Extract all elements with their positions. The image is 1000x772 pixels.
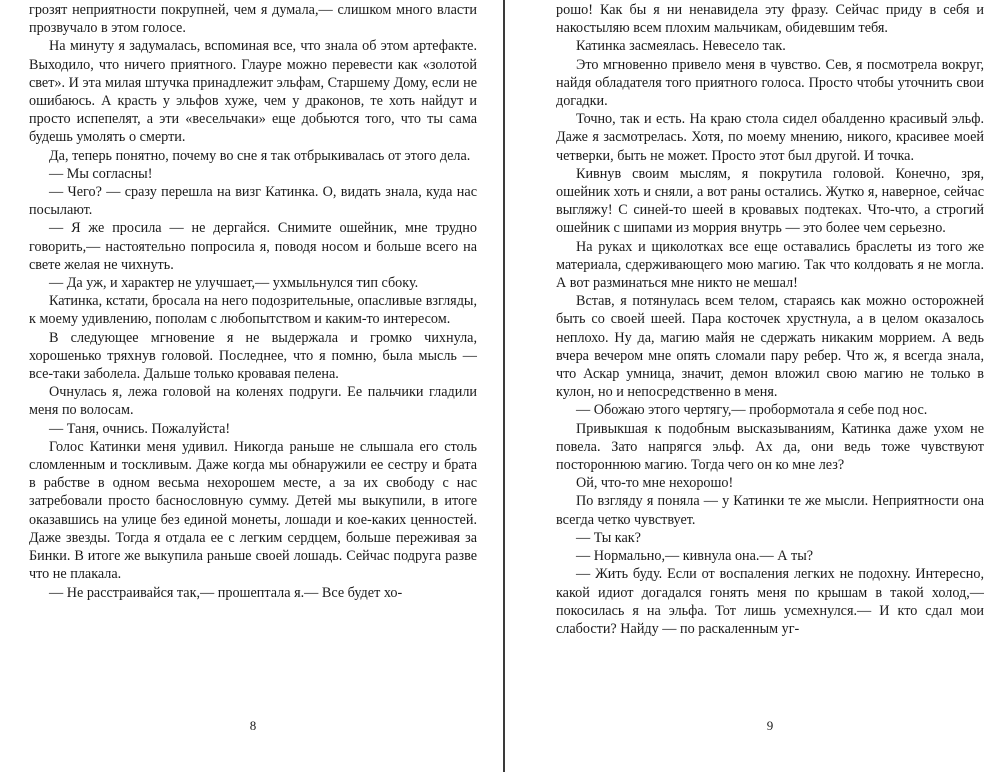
paragraph: Да, теперь понятно, почему во сне я так отбрыкивалась от этого дела.	[49, 147, 471, 164]
paragraph: Ой, что-то мне нехорошо!	[576, 475, 734, 492]
paragraph: На руках и щиколотках все еще оставались браслеты из того же материала, сдерживающего мою магию. Так что колдовать я не могла. А вот разминаться мне никто не мешал!	[556, 238, 984, 292]
paragraph: Очнулась я, лежа головой на коленях подруги. Ее пальчики гладили меня по волосам.	[29, 384, 477, 419]
page-number: 8	[249, 718, 257, 733]
paragraph: Встав, я потянулась всем телом, стараясь как можно осторожней быть со своей шеей. Пара косточек хрустнула, а в целом оказалось неплохо. Ну да, магию майя не сдержать никаким моррием. А ведь вчера вечером мне опять сломали пару ребер. Что ж, я всегда знала, что Аскар умница, значит, демон вложил свою магию не только в кулон, но и непосредственно в меня.	[556, 293, 984, 401]
paragraph: На минуту я задумалась, вспоминая все, что знала об этом артефакте. Выходило, что ничего приятного. Глауре можно перевести как «золотой свет». И эта милая штучка принадлежит эльфам, Старшему Дому, если не ошибаюсь. А красть у эльфов хуже, чем у драконов, те хоть найдут и просто испепелят, а эти «весельчаки» еще добьются того, что ты сама будешь умолять о смерти.	[29, 38, 477, 146]
paragraph: Это мгновенно привело меня в чувство. Сев, я посмотрела вокруг, найдя обладателя того приятного голоса. Просто чтобы уточнить свои догадки.	[556, 56, 984, 110]
paragraph: По взгляду я поняла — у Катинки те же мысли. Неприятности она всегда четко чувствует.	[556, 493, 984, 528]
paragraph: Катинка, кстати, бросала на него подозрительные, опасливые взгляды, к моему удивлению, пополам с любопытством и каким-то интересом.	[29, 293, 477, 328]
left-page-text	[29, 0, 477, 602]
right-page	[556, 0, 984, 733]
paragraph: Кивнув своим мыслям, я покрутила головой. Конечно, зря, ошейник хоть и сняли, а вот раны остались. Жутко я, наверное, сейчас выгляжу! С синей-то шеей в кровавых подтеках. Что-что, а строгий ошейник с шипами из моррия внутрь — это более чем серьезно.	[556, 165, 984, 237]
right-page-text	[556, 0, 984, 638]
paragraph: — Чего? — сразу перешла на визг Катинка. О, видать знала, куда нас посылают.	[29, 184, 477, 219]
paragraph: Катинка засмеялась. Невесело так.	[576, 38, 786, 55]
paragraph: Голос Катинки меня удивил. Никогда раньше не слышала его столь сломленным и тоскливым. Даже когда мы обнаружили ее сестру и брата в рабстве в одном весьма нехорошем месте, а за их свободу с нас затребовали просто баснословную сумму. Детей мы выкупили, в итоге оказавшись на улице без единой монеты, лошади и кое-каких ценностей. Даже звезды. Тогда я отдала ее с легким сердцем, больше переживая за Бинки. В итоге же выкупила раньше своей лошадь. Сейчас подруга разве что не плакала.	[29, 438, 477, 583]
paragraph: В следующее мгновение я не выдержала и громко чихнула, хорошенько тряхнув головой. Последнее, что я помню, была мысль — все-таки заболела. Дальше только кровавая пелена.	[29, 329, 477, 383]
paragraph: — Мы согласны!	[49, 165, 153, 182]
paragraph: — Таня, очнись. Пожалуйста!	[49, 420, 231, 437]
paragraph: — Ты как?	[576, 529, 641, 546]
paragraph: рошо! Как бы я ни ненавидела эту фразу. Сейчас приду в себя и накостыляю всем плохим мальчикам, обидевшим тебя.	[556, 2, 984, 37]
paragraph: Привыкшая к подобным высказываниям, Катинка даже ухом не повела. Зато напрягся эльф. Ах да, они ведь тоже чувствуют постороннюю магию. Тогда чего он ко мне лез?	[556, 420, 984, 474]
page-number: 9	[766, 718, 774, 733]
paragraph: грозят неприятности покрупней, чем я думала,— слишком много власти прозвучало в этом голосе.	[29, 2, 477, 37]
left-page	[29, 0, 477, 733]
paragraph: Точно, так и есть. На краю стола сидел обалденно красивый эльф. Даже я засмотрелась. Хотя, по моему мнению, никого, красивее моей четверки, быть не может. Просто этот был другой. И точка.	[556, 111, 984, 164]
paragraph: — Нормально,— кивнула она.— А ты?	[576, 548, 814, 565]
paragraph: — Я же просила — не дергайся. Снимите ошейник, мне трудно говорить,— настоятельно попросила я, поводя носом и больше всего на свете желая не чихнуть.	[29, 220, 477, 273]
paragraph: — Жить буду. Если от воспаления легких не подохну. Интересно, какой идиот догадался гонять меня по крышам в такой холод,— покосилась я на эльфа. Тот лишь усмехнулся.— И кто сдал мои слабости? Найду — по раскаленным уг-	[556, 566, 984, 637]
paragraph: — Обожаю этого чертягу,— пробормотала я себе под нос.	[576, 402, 928, 419]
gutter-divider	[503, 0, 505, 772]
paragraph: — Да уж, и характер не улучшает,— ухмыльнулся тип сбоку.	[49, 275, 419, 292]
paragraph: — Не расстраивайся так,— прошептала я.— Все будет хо-	[49, 584, 403, 601]
